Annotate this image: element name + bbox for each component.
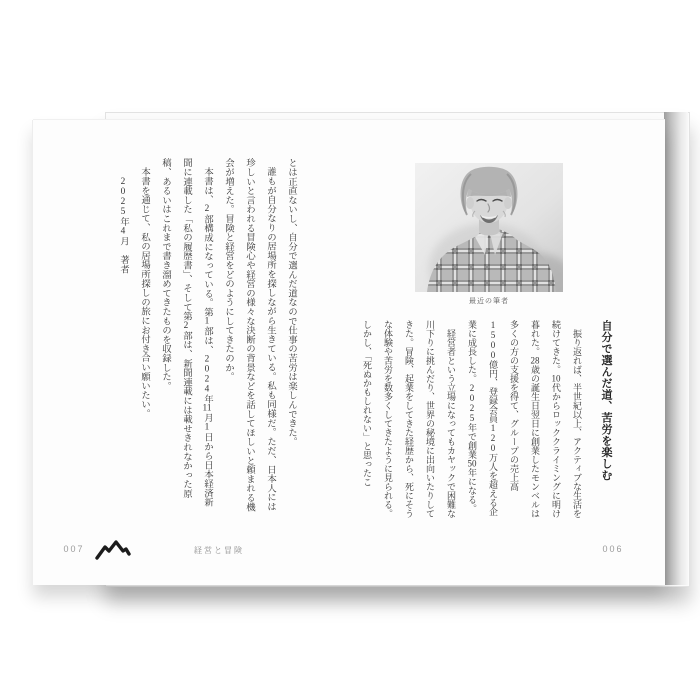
photo-caption: 最近の筆者 bbox=[469, 298, 509, 305]
page-number-right: 006 bbox=[602, 544, 624, 554]
open-book-spread bbox=[33, 120, 665, 585]
body-paragraph: 誰もが自分なりの居場所を探しながら生きている。私も同様だ。ただ、日本人には珍しいと言われる冒険心や経営の様々な決断の背景などを話してほしいと頼まれる機会が増えた。冒険と経営をどのようにしてきたのか。 bbox=[223, 158, 275, 512]
author-photo-illustration bbox=[415, 163, 563, 292]
page-number-left: 007 bbox=[63, 544, 85, 554]
body-paragraph: とは正直ないし、自分で選んだ道なので仕事の苦労は楽しんできた。 bbox=[286, 158, 296, 447]
author-photo bbox=[415, 163, 563, 292]
body-paragraph: 本書は、2部構成になっている。第1部は、2024年11月1日から日本経済新聞に連載した「私の履歴書」、そして第2部は、新聞連載には載せきれなかった原稿、あるいはこれまで書き溜めてきたものを収録した。 bbox=[160, 158, 212, 508]
date-author-line: 2025年4月 著者 bbox=[118, 176, 128, 274]
section-headline: 自分で選んだ道、苦労を楽しむ bbox=[600, 320, 612, 481]
body-paragraph: 本書を通じて、私の居場所探しの旅にお付き合い願いたい。 bbox=[139, 167, 149, 419]
running-book-title: 経営と冒険 bbox=[194, 546, 244, 555]
book-fore-edge-shadow bbox=[664, 112, 688, 585]
body-paragraph: 経営者という立場になってもカヤックで困難な川下りに挑んだり、世界の秘境に出向いたりしてきた。冒険、起業をしてきた経歴から、死にそうな体験や苦労を数多くしてきたように見られる。しかし、「死ぬかもしれない」と思ったこ bbox=[362, 320, 456, 518]
mountain-ridge-icon bbox=[95, 539, 131, 561]
left-page-text bbox=[113, 158, 301, 514]
right-page-text bbox=[356, 320, 617, 520]
body-paragraph: 振り返れば、半世紀以上、アクティブな生活を続けてきた。10代からロッククライミングに明け暮れた。28歳の誕生日翌日に創業したモンベルは多くの方の支援を得て、グループの売上高1500億円、登録会員120万人を超える企業に成長した。2025年で創業50年になる。 bbox=[467, 320, 582, 518]
